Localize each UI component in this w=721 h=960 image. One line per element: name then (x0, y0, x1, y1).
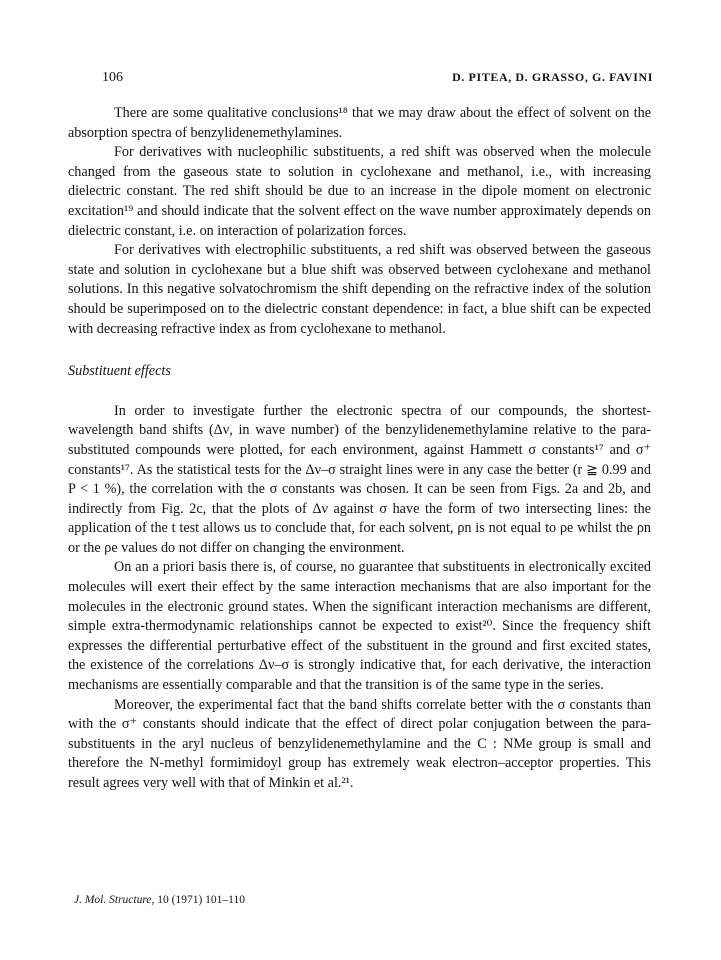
paragraph-hammett-plots: In order to investigate further the electronic spectra of our compounds, the shortest-wavelength band shifts (Δν, in wave number) of the benzylidenemethylamine relative to the para-substituted compounds were plotted, for each environment, against Hammett σ constants¹⁷ and σ⁺ constants¹⁷. As the statistical tests for the Δν–σ straight lines were in any case the better (r ≧ 0.99 and P < 1 %), the correlation with the σ constants was chosen. It can be seen from Figs. 2a and 2b, and indirectly from Fig. 2c, that the plots of Δν against σ have the form of two intersecting lines: the application of the t test allows us to conclude that, for each solvent, ρn is not equal to ρe whilst the ρn or the ρe values do not differ on changing the environment. (68, 402, 651, 556)
running-authors: D. PITEA, D. GRASSO, G. FAVINI (452, 70, 653, 84)
paragraph-a-priori: On an a priori basis there is, of course, no guarantee that substituents in electronically excited molecules will exert their effect by the same interaction mechanisms that are also important for the molecules in the electronic ground states. When the significant interaction mechanisms are different, simple extra-thermodynamic relationships cannot be expected to exist²⁰. Since the frequency shift expresses the differential perturbative effect of the substituent in the ground and first excited states, the existence of the correlations Δν–σ is strongly indicative that, for each derivative, the interaction mechanisms are essentially comparable and that the transition is of the same type in the series. (68, 559, 651, 694)
paragraph-solvent-conclusions: There are some qualitative conclusions¹⁸ that we may draw about the effect of solvent on the absorption spectra of benzylidenemethylamines. (68, 105, 651, 141)
paragraph-nucleophilic: For derivatives with nucleophilic substituents, a red shift was observed when the molecule changed from the gaseous state to solution in cyclohexane and methanol, i.e., with increasing dielectric constant. The red shift should be due to an increase in the dipole moment on electronic excitation¹⁹ and should indicate that the solvent effect on the wave number approximately depends on dielectric constant, i.e. on interaction of polarization forces. (68, 144, 651, 239)
page-number: 106 (102, 70, 123, 85)
section-heading: Substituent effects (68, 363, 171, 380)
main-text (68, 104, 651, 794)
running-header (102, 70, 653, 86)
journal-name: J. Mol. Structure, (74, 894, 155, 906)
paragraph-polar-conjugation: Moreover, the experimental fact that the band shifts correlate better with the σ constants than with the σ⁺ constants should indicate that the effect of direct polar conjugation between the para-substituents in the aryl nucleus of benzylidenemethylamine and the C : NMe group is small and therefore the N-methyl formimidoyl group has extremely weak electron–acceptor properties. This result agrees very well with that of Minkin et al.²¹. (68, 696, 651, 791)
journal-citation: 10 (1971) 101–110 (154, 894, 245, 906)
paragraph-electrophilic: For derivatives with electrophilic substituents, a red shift was observed between the gaseous state and solution in cyclohexane but a blue shift was observed between cyclohexane and methanol solutions. In this negative solvatochromism the shift depending on the refractive index of the solution should be superimposed on to the dielectric constant dependence: in fact, a blue shift can be expected with decreasing refractive index as from cyclohexane to methanol. (68, 242, 651, 337)
journal-footer (74, 894, 245, 906)
